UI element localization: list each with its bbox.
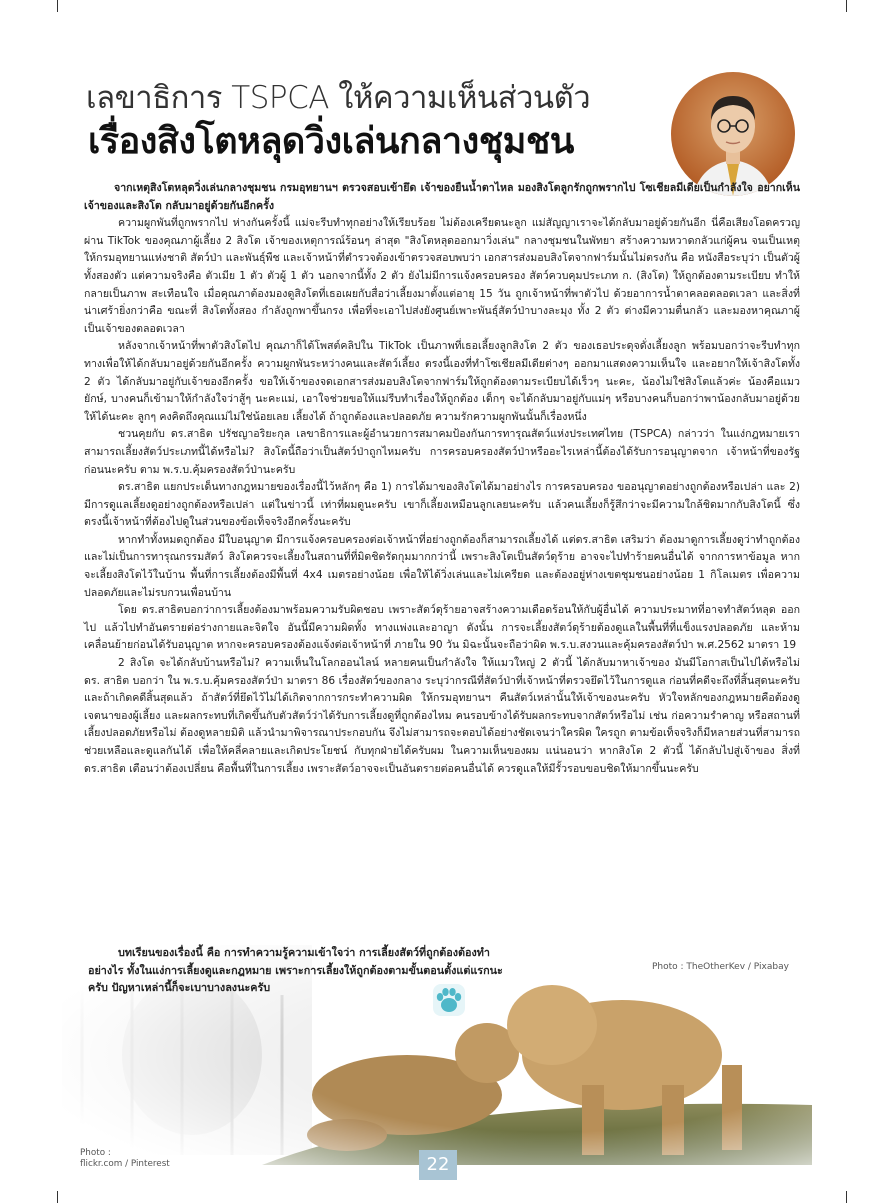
article-paragraph: หลังจากเจ้าหน้าที่พาตัวสิงโตไป คุณภาก็ได้โพสต์คลิปใน TikTok เป็นภาพที่เธอเลี้ยงลูกสิงโต 2 ตัว ของเธอประดุจดั่งเลี้ยงลูก พร้อมบอกว่าจะรีบทำทุกทางเพื่อให้ได้กลับมาอยู่ด้วยกันอีกครั้ง ความผูกพันระหว่างคนและสัตว์เลี้ยง ตรงนี้เองที่ทำโซเชียลมีเดียต่างๆ ออกมาแสดงความเห็นใจ และอยากให้เจ้าสิงโตทั้ง 2 ตัว ได้กลับมาอยู่กับเจ้าของอีกครั้ง ขอให้เจ้าของจดเอกสารส่งมอบสิงโตจากฟาร์มให้ถูกต้องตามระเบียบได้เร็วๆ นะคะ, น้องไม่ใช่สิงโตแล้วค่ะ น้องคือแมวยักษ์, บางคนก็เข้ามาให้กำลังใจว่าสู้ๆ นะคะแม่, เอาใจช่วยขอให้แม่รีบทำเรื่องให้ถูกต้อง เด็กๆ จะได้กลับมาอยู่กับแม่ๆ หรือบางคนก็บอกว่าพาน้องกลับมาอยู่ด้วยให้ได้นะคะ ลูกๆ คงคิดถึงคุณแม่ไม่ใช่น้อยเลย เลี้ยงได้ ถ้าถูกต้องและปลอดภัย ความรักความผูกพันนั้นก็เรื่องหนึ่ง	[84, 340, 800, 423]
lesson-callout: บทเรียนของเรื่องนี้ คือ การทำความรู้ความเข้าใจว่า การเลี้ยงสัตว์ที่ถูกต้องต้องทำอย่างไร ทั้งในแง่การเลี้ยงดูและกฎหมาย เพราะการเลี้ยงให้ถูกต้องตามขั้นตอนตั้งแต่แรกนะครับ ปัญหาเหล่านี้ก็จะเบาบางลงนะครับ	[88, 946, 503, 995]
photo-credit-right: Photo : TheOtherKev / Pixabay	[652, 962, 789, 972]
article-body	[84, 180, 800, 778]
photo-credit-left-label: Photo :	[80, 1148, 111, 1158]
lead-paragraph: จากเหตุสิงโตหลุดวิ่งเล่นกลางชุมชน กรมอุทยานฯ ตรวจสอบเข้ายึด เจ้าของยืนน้ำตาไหล มองสิงโตลูกรักถูกพรากไป โซเชียลมีเดียเป็นกำลังใจ อยากเห็นเจ้าของและสิงโต กลับมาอยู่ด้วยกันอีกครั้ง	[84, 182, 800, 212]
paw-print-icon	[432, 983, 466, 1017]
photo-credit-left-source: flickr.com / Pinterest	[80, 1159, 170, 1169]
article-paragraph: 2 สิงโต จะได้กลับบ้านหรือไม่? ความเห็นในโลกออนไลน์ หลายคนเป็นกำลังใจ ให้แมวใหญ่ 2 ตัวนี้ ได้กลับมาหาเจ้าของ มันมีโอกาสเป็นไปได้หรือไม่ ดร. สาธิต บอกว่า ใน พ.ร.บ.คุ้มครองสัตว์ป่า มาตรา 86 เรื่องสัตว์ของกลาง ระบุว่ากรณีที่สัตว์ป่าที่เจ้าหน้าที่ตรวจยึดไว้ในการดูแล ก่อนที่คดีจะถึงที่สิ้นสุดนะครับ และถ้าเกิดคดีสิ้นสุดแล้ว ถ้าสัตว์ที่ยึดไว้ไม่ได้เกิดจากการกระทำความผิด ให้กรมอุทยานฯ คืนสัตว์เหล่านั้นให้เจ้าของนะครับ หัวใจหลักของกฎหมายคือต้องดูเจตนาของผู้เลี้ยง และผลกระทบที่เกิดขึ้นกับตัวสัตว์ว่าได้รับการเลี้ยงดูที่ถูกต้องไหม คนรอบข้างได้รับผลกระทบจากสัตว์หรือไม่ เช่น ก่อความรำคาญ หรือสถานที่เลี้ยงปลอดภัยหรือไม่ ต้องดูหลายมิติ แล้วนำมาพิจารณาประกอบกัน จึงไม่สามารถจะตอบได้อย่างชัดเจนว่าใครผิด ใครถูก ตามข้อเท็จจริงก็มีหลายส่วนที่สามารถช่วยเหลือและดูแลกันได้ เพื่อให้คลี่คลายและเกิดประโยชน์ กับทุกฝ่ายได้ครับผม ในความเห็นของผม แน่นอนว่า หากสิงโต 2 ตัวนี้ ได้กลับไปสู่เจ้าของ สิ่งที่ ดร.สาธิต เตือนว่าต้องเปลี่ยน คือพื้นที่ในการเลี้ยง เพราะสัตว์อาจจะเป็นอันตรายต่อคนอื่นได้ ควรดูแลให้มีรั้วรอบขอบชิดให้มากขึ้นนะครับ	[84, 657, 800, 775]
title-line-2: เรื่องสิงโตหลุดวิ่งเล่นกลางชุมชน	[88, 121, 574, 162]
article-paragraph: หากทำทั้งหมดถูกต้อง มีใบอนุญาต มีการแจ้งครอบครองต่อเจ้าหน้าที่อย่างถูกต้องก็สามารถเลี้ยงได้ แต่ดร.สาธิต เสริมว่า ต้องมาดูการเลี้ยงดูว่าทำถูกต้องและไม่เป็นการทารุณกรรมสัตว์ สิงโตควรจะเลี้ยงในสถานที่ที่มิดชิดรัดกุมมากกว่านี้ เพราะสิงโตเป็นสัตว์ดุร้าย อาจจะไปทำร้ายคนอื่นได้ จากการหาข้อมูล หากจะเลี้ยงสิงโตไว้ในบ้าน พื้นที่การเลี้ยงต้องมีพื้นที่ 4x4 เมตรอย่างน้อย เพื่อให้ได้วิ่งเล่นและไม่เครียด และต้องอยู่ห่างเขตชุมชนอย่างน้อย 1 กิโลเมตร เพื่อความปลอดภัยและไม่รบกวนเพื่อนบ้าน	[84, 533, 800, 599]
title-line-1: เลขาธิการ TSPCA ให้ความเห็นส่วนตัว	[86, 80, 591, 116]
portrait-photo	[671, 72, 795, 196]
page-number: 22	[419, 1150, 457, 1180]
article-paragraph: ชวนคุยกับ ดร.สาธิต ปรัชญาอริยะกุล เลขาธิการและผู้อำนวยการสมาคมป้องกันการทารุณสัตว์แห่งประเทศไทย (TSPCA) กล่าวว่า ในแง่กฎหมายเราสามารถเลี้ยงสัตว์ประเภทนี้ได้หรือไม่? สิงโตนี้ถือว่าเป็นสัตว์ป่าถูกไหมครับ การครอบครองสัตว์ป่าหรืออะไรเหล่านี้ต้องได้รับการอนุญาตจาก เจ้าหน้าที่ของรัฐก่อนนะครับ ตาม พ.ร.บ.คุ้มครองสัตว์ป่านะครับ	[84, 428, 800, 476]
photo-credit-left	[80, 1148, 170, 1170]
crop-mark	[846, 0, 847, 12]
portrait-illustration	[671, 72, 795, 196]
crop-mark	[846, 1191, 847, 1203]
article-paragraph: ความผูกพันที่ถูกพรากไป ห่างกันครั้งนี้ แม่จะรีบทำทุกอย่างให้เรียบร้อย ไม่ต้องเครียดนะลูก แม่สัญญาเราจะได้กลับมาอยู่ด้วยกันอีก นี่คือเสียงโอดครวญผ่าน TikTok ของคุณภาผู้เลี้ยง 2 สิงโต เจ้าของเหตุการณ์ร้อนๆ ล่าสุด "สิงโตหลุดออกมาวิ่งเล่น" กลางชุมชนในพัทยา สร้างความหวาดกลัวแก่ผู้คน จนเป็นเหตุให้กรมอุทยานแห่งชาติ สัตว์ป่า และพันธุ์พืช และเจ้าหน้าที่ตำรวจต้องเข้าตรวจสอบพบว่า เอกสารส่งมอบสิงโตจากฟาร์มนั้นไม่ตรงกัน คือ หนังสือระบุว่า เป็นตัวผู้ทั้งสองตัว แต่ความจริงคือ ตัวเมีย 1 ตัว ตัวผู้ 1 ตัว นอกจากนี้ทั้ง 2 ตัว ยังไม่มีการแจ้งครอบครอง สัตว์ควบคุมประเภท ก. (สิงโต) ให้ถูกต้องตามระเบียบ ทำให้กลายเป็นภาพ สะเทือนใจ เมื่อคุณภาต้องมองดูสิงโตที่เธอเผยกับสื่อว่าเลี้ยงมาตั้งแต่อายุ 15 วัน ถูกเจ้าหน้าที่พาตัวไป ด้วยอาการน้ำตาคลอตลอดเวลา และสิ่งที่น่าเศร้ายิ่งกว่าคือ ขณะที่ สิงโตทั้งสอง กำลังถูกพาขึ้นกรง เพื่อที่จะเอาไปส่งยังศูนย์เพาะพันธุ์สัตว์ป่าบางละมุง ทั้ง 2 ตัว ต่างมีความตื่นกลัว และมองหาคุณภาผู้เป็นเจ้าของตลอดเวลา	[84, 217, 800, 335]
article-paragraph: โดย ดร.สาธิตบอกว่าการเลี้ยงต้องมาพร้อมความรับผิดชอบ เพราะสัตว์ดุร้ายอาจสร้างความเดือดร้อนให้กับผู้อื่นได้ ความประมาทที่อาจทำสัตว์หลุด ออกไป แล้วไปทำอันตรายต่อร่างกายและจิตใจ อันนี้มีความผิดทั้ง ทางแพ่งและอาญา ดังนั้น การจะเลี้ยงสัตว์ดุร้ายต้องดูแลในพื้นที่ที่แข็งแรงปลอดภัย และห้ามเคลื่อนย้ายก่อนได้รับอนุญาต หากจะครอบครองต้องแจ้งต่อเจ้าหน้าที่ ภายใน 90 วัน มิฉะนั้นจะถือว่าผิด พ.ร.บ.สงวนและคุ้มครองสัตว์ป่า พ.ศ.2562 มาตรา 19	[84, 604, 800, 652]
article-paragraph: ดร.สาธิต แยกประเด็นทางกฎหมายของเรื่องนี้ไว้หลักๆ คือ 1) การได้มาของสิงโตได้มาอย่างไร การครอบครอง ขออนุญาตอย่างถูกต้องหรือเปล่า และ 2) มีการดูแลเลี้ยงดูอย่างถูกต้องหรือเปล่า แต่ในข่าวนี้ เท่าที่ผมดูนะครับ เขาก็เลี้ยงเหมือนลูกเลยนะครับ แล้วคนเลี้ยงก็รู้สึกว่าจะมีความใกล้ชิดมากกับสิงโตนี้ ซึ่งตรงนี้เจ้าหน้าที่ต้องไปดูในส่วนของข้อเท็จจริงอีกครั้งนะครับ	[84, 481, 800, 529]
crop-mark	[57, 0, 58, 12]
crop-mark	[57, 1191, 58, 1203]
